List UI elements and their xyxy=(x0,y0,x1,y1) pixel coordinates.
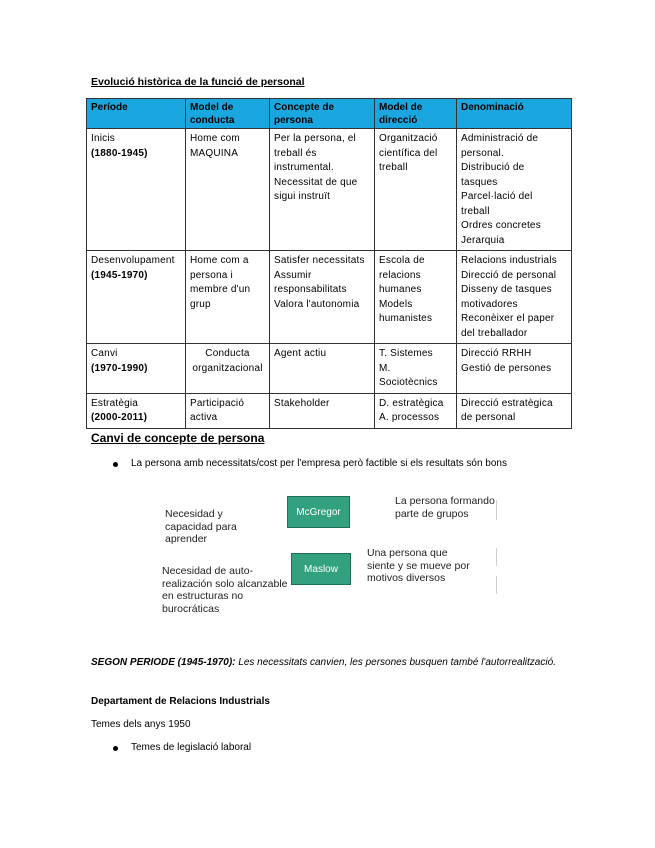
section-heading: Canvi de concepte de persona xyxy=(91,431,265,445)
diagram-right-1: La persona formando parte de grupos xyxy=(395,495,495,520)
cell-model-conducta: Participació activa xyxy=(186,393,270,428)
diagram-left-2: Necesidad de auto- realización solo alcanzable en estructuras no burocráticas xyxy=(162,565,288,615)
header-concepte-persona: Concepte de persona xyxy=(270,99,375,129)
segon-periode-text: Les necessitats canvien, les persones busquen també l'autorrealització. xyxy=(235,657,556,668)
table-row xyxy=(87,129,572,251)
cell-model-conducta: Conducta organitzacional xyxy=(186,344,270,394)
cell-concepte-persona: Satisfer necessitats Assumir responsabilitats Valora l'autonomia xyxy=(270,251,375,344)
cell-periode: Canvi (1970-1990) xyxy=(87,344,186,394)
cell-concepte-persona: Stakeholder xyxy=(270,393,375,428)
cell-model-direccio: D. estratègica A. processos xyxy=(375,393,457,428)
diagram-left-1: Necesidad y capacidad para aprender xyxy=(165,508,237,545)
table-row xyxy=(87,344,572,394)
cell-denominacio: Relacions industrials Direcció de personal Disseny de tasques motivadores Reconèixer el paper del treballador xyxy=(457,251,572,344)
maslow-box: Maslow xyxy=(291,553,351,585)
cell-periode: Desenvolupament (1945-1970) xyxy=(87,251,186,344)
table-header-row xyxy=(87,99,572,129)
header-model-conducta: Model de conducta xyxy=(186,99,270,129)
bullet-icon xyxy=(113,746,118,751)
cell-denominacio: Direcció RRHH Gestió de persones xyxy=(457,344,572,394)
cell-periode: Estratègia (2000-2011) xyxy=(87,393,186,428)
divider xyxy=(496,576,497,594)
document-title: Evolució històrica de la funció de personal xyxy=(91,76,305,88)
divider xyxy=(496,548,497,566)
mcgregor-box: McGregor xyxy=(287,496,350,528)
bullet-text-2: Temes de legislació laboral xyxy=(131,742,252,753)
cell-model-conducta: Home com MAQUINA xyxy=(186,129,270,251)
cell-denominacio: Direcció estratègica de personal xyxy=(457,393,572,428)
header-denominacio: Denominació xyxy=(457,99,572,129)
cell-model-direccio: Organització científica del treball xyxy=(375,129,457,251)
bullet-text-1: La persona amb necessitats/cost per l'empresa però factible si els resultats són bons xyxy=(131,458,507,469)
cell-model-conducta: Home com a persona i membre d'un grup xyxy=(186,251,270,344)
temes-line: Temes dels anys 1950 xyxy=(91,719,191,730)
cell-concepte-persona: Agent actiu xyxy=(270,344,375,394)
history-table xyxy=(86,98,572,429)
departament-heading: Departament de Relacions Industrials xyxy=(91,696,270,707)
segon-periode-label: SEGON PERIODE (1945-1970): xyxy=(91,657,236,668)
segon-periode-paragraph xyxy=(91,655,564,670)
header-model-direccio: Model de direcció xyxy=(375,99,457,129)
cell-concepte-persona: Per la persona, el treball és instrumental. Necessitat de que sigui instruït xyxy=(270,129,375,251)
cell-model-direccio: T. Sistemes M. Sociotècnics xyxy=(375,344,457,394)
table-row xyxy=(87,251,572,344)
table-row xyxy=(87,393,572,428)
diagram-right-2: Una persona que siente y se mueve por motivos diversos xyxy=(367,547,470,584)
cell-model-direccio: Escola de relacions humanes Models humanistes xyxy=(375,251,457,344)
cell-denominacio: Administració de personal. Distribució de tasques Parcel·lació del treball Ordres concretes Jerarquia xyxy=(457,129,572,251)
cell-periode: Inicis (1880-1945) xyxy=(87,129,186,251)
divider xyxy=(496,500,497,520)
bullet-icon xyxy=(113,462,118,467)
header-periode: Període xyxy=(87,99,186,129)
